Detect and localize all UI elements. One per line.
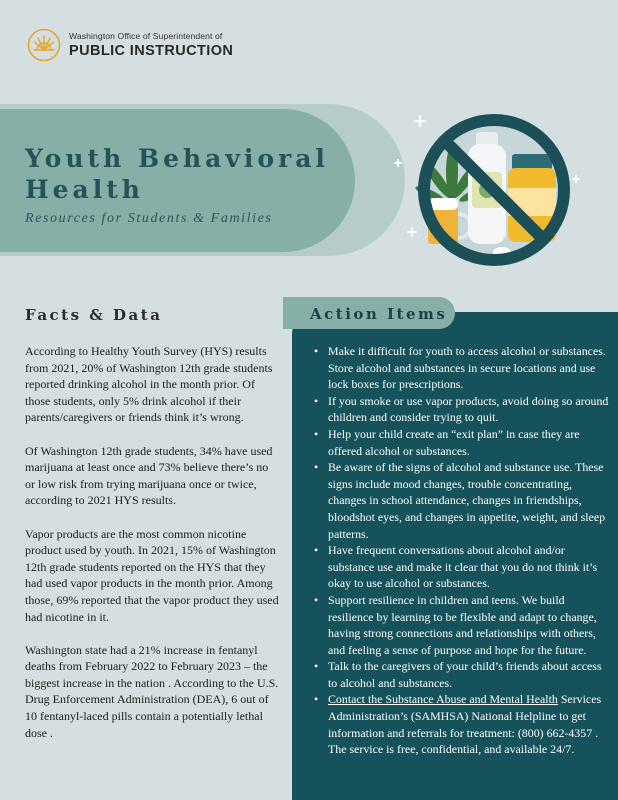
action-items-heading: Action Items [310,305,448,323]
page-subtitle: Resources for Students & Families [25,211,273,226]
facts-section [25,343,280,758]
list-item [314,691,610,757]
list-item [314,393,610,426]
list-item [314,592,610,658]
bullet: • [314,460,319,475]
list-item [314,658,610,691]
org-name: PUBLIC INSTRUCTION [69,42,234,59]
bullet: • [314,659,319,674]
list-item [314,426,610,459]
list-item [314,343,610,393]
action-item-text: Help your child create an “exit plan” in case they are offered alcohol or substances. [328,426,580,458]
bullet: • [314,393,319,408]
bullet: • [314,426,319,441]
action-item-text: Services Administration’s (SAMHSA) National Helpline to get information and referrals for treatment: (800) 662-4357 . The service is free, confidential, and available 24/7. [328,692,602,757]
bullet: • [314,692,319,707]
action-item-text: Be aware of the signs of alcohol and substance use. These signs include mood changes, trouble concentrating, changes in school attendance, changes in friendships, bloodshot eyes, and changes in appetite, weight, and sleep patterns. [328,460,606,541]
action-items-list [314,343,610,758]
action-item-text: Support resilience in children and teens. We build resilience by learning to be flexible and adapt to change, having strong connections and relationships with others, and feeling a sense of purpose and hope for the future. [328,592,597,657]
sun-rays-icon [27,28,61,62]
list-item [314,542,610,592]
org-line: Washington Office of Superintendent of [69,30,223,41]
samhsa-link[interactable]: Contact the Substance Abuse and Mental Health [328,692,558,707]
action-item-text: Talk to the caregivers of your child’s friends about access to alcohol and substances. [328,659,602,690]
hero-illustration [384,102,594,287]
action-item-text: If you smoke or use vapor products, avoid doing so around children and consider trying to quit. [328,393,609,425]
bullet: • [314,344,319,358]
no-substances-icon [384,102,594,282]
bullet: • [314,543,319,558]
page-title: Youth Behavioral Health [25,144,329,204]
action-item-text: Make it difficult for youth to access alcohol or substances. Store alcohol and substances in secure locations and use lock boxes for prescriptions. [328,344,606,392]
facts-paragraph: Of Washington 12th grade students, 34% have used marijuana at least once and 73% believe there’s no or low risk from trying marijuana once or twice, according to 2021 HYS results. [25,443,273,508]
facts-paragraph: Washington state had a 21% increase in fentanyl deaths from February 2022 to February 2023 – the biggest increase in the nation . According to the U.S. Drug Enforcement Administration (DEA), 6 out of 10 fentanyl-laced pills contain a potentially lethal dose . [25,642,279,740]
facts-paragraph: Vapor products are the most common nicotine product used by youth. In 2021, 15% of Washington 12th grade students reported on the HYS that they had used vapor products in the month prior. Among those, 69% reported that the vapor product they used had nicotine in it. [25,526,279,624]
facts-paragraph: According to Healthy Youth Survey (HYS) results from 2021, 20% of Washington 12th grade students reported drinking alcohol in the month prior. Of those students, only 5% drink alcohol if their parents/caregivers or friends think it’s wrong. [25,344,273,425]
facts-heading: Facts & Data [25,306,163,324]
bullet: • [314,592,319,607]
ospi-logo [27,28,233,62]
action-item-text: Have frequent conversations about alcohol and/or substance use and make it clear that you do not think it’s okay to use alcohol or substances. [328,543,598,591]
list-item [314,459,610,542]
